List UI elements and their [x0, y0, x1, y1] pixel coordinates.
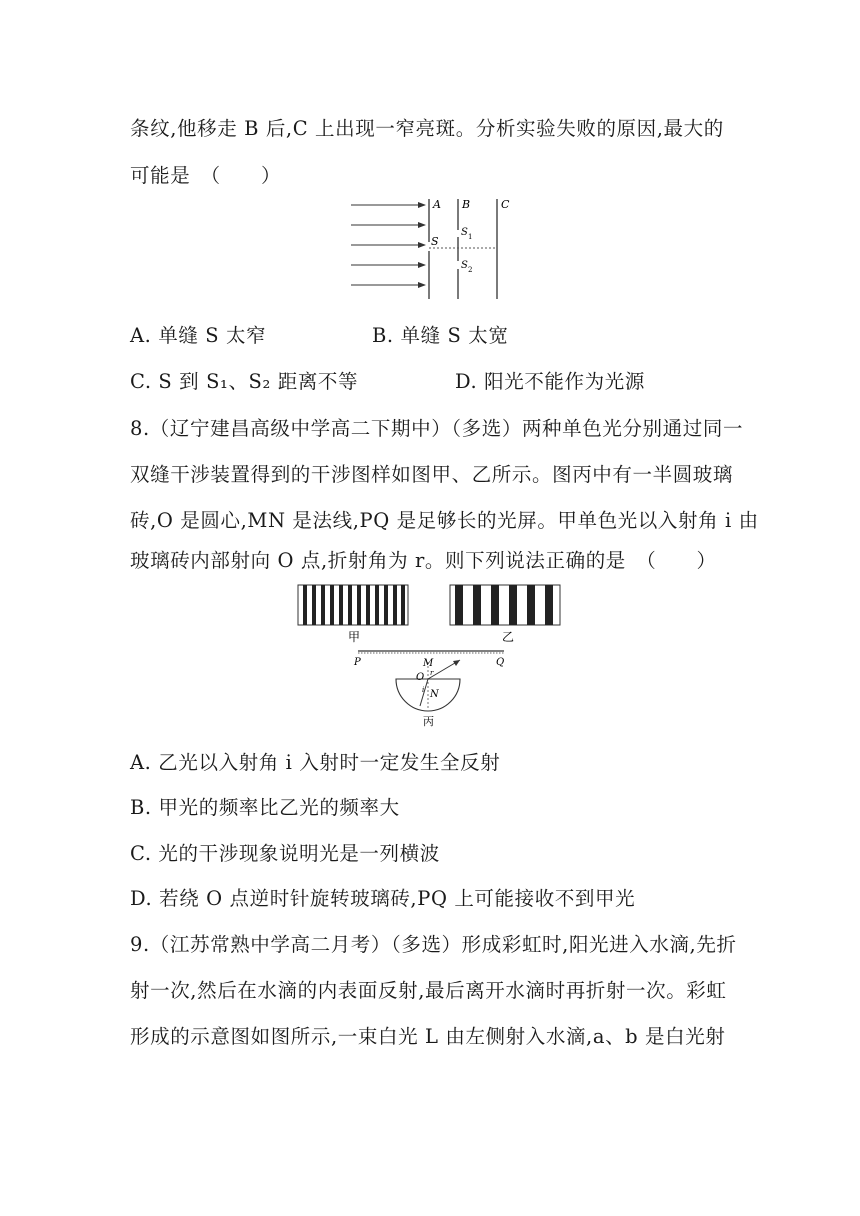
q7-option-b: B. 单缝 S 太宽: [372, 324, 509, 347]
q8-text-line-1: 8.（辽宁建昌高级中学高二下期中）（多选）两种单色光分别通过同一: [130, 417, 744, 440]
q8-option-c: C. 光的干涉现象说明光是一列横波: [130, 842, 440, 865]
pattern-jia: [298, 585, 408, 625]
label-r: r: [430, 669, 434, 677]
label-bing: 丙: [423, 715, 434, 728]
label-s1: S: [461, 227, 468, 238]
label-i: i: [422, 686, 425, 694]
q7-option-a: A. 单缝 S 太窄: [130, 324, 267, 347]
q8-option-d: D. 若绕 O 点逆时针旋转玻璃砖,PQ 上可能接收不到甲光: [130, 887, 636, 910]
q8-text-line-3: 砖,O 是圆心,MN 是法线,PQ 是足够长的光屏。甲单色光以入射角 i 由: [130, 509, 759, 532]
q8-text-line-4: 玻璃砖内部射向 O 点,折射角为 r。则下列说法正确的是 （ ）: [130, 549, 717, 572]
label-b: B: [462, 198, 471, 211]
label-yi: 乙: [502, 630, 515, 644]
q9-text-line-3: 形成的示意图如图所示,一束白光 L 由左侧射入水滴,a、b 是白光射: [130, 1025, 726, 1048]
label-q: Q: [496, 657, 505, 668]
screen-pq: [358, 651, 504, 653]
q7-text-line-2: 可能是 （ ）: [130, 164, 282, 187]
q9-text-line-1: 9.（江苏常熟中学高二月考）（多选）形成彩虹时,阳光进入水滴,先折: [130, 933, 737, 956]
label-s1-sub: 1: [468, 233, 473, 241]
q8-option-a: A. 乙光以入射角 i 入射时一定发生全反射: [130, 751, 501, 774]
label-c: C: [501, 198, 510, 211]
label-n: N: [430, 689, 439, 700]
pattern-yi: [450, 585, 560, 625]
q8-option-b: B. 甲光的频率比乙光的频率大: [130, 796, 400, 819]
incident-light-rays: [351, 205, 425, 285]
label-s2: S: [461, 260, 468, 271]
label-a: A: [433, 198, 441, 211]
double-slit-figure: [345, 193, 515, 305]
q7-option-d: D. 阳光不能作为光源: [455, 370, 645, 393]
label-s2-sub: 2: [468, 266, 473, 274]
label-o: O: [416, 672, 425, 683]
label-m: M: [423, 658, 434, 669]
q7-text-line-1: 条纹,他移走 B 后,C 上出现一窄亮斑。分析实验失败的原因,最大的: [130, 117, 724, 140]
label-s: S: [431, 235, 439, 248]
q7-option-c: C. S 到 S₁、S₂ 距离不等: [130, 370, 359, 393]
label-p: P: [354, 657, 361, 668]
q8-text-line-2: 双缝干涉装置得到的干涉图样如图甲、乙所示。图丙中有一半圆玻璃: [130, 463, 734, 486]
interference-figure: [290, 582, 580, 732]
q9-text-line-2: 射一次,然后在水滴的内表面反射,最后离开水滴时再折射一次。彩虹: [130, 979, 727, 1002]
label-jia: 甲: [348, 630, 361, 644]
